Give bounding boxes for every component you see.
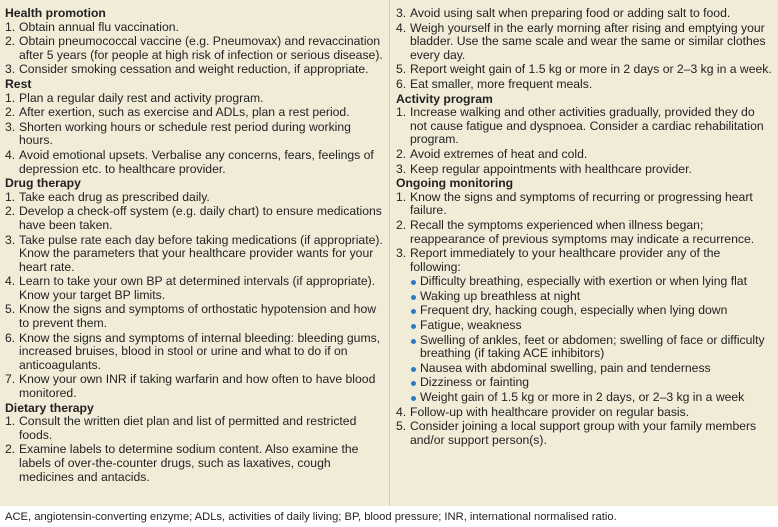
list-item: 2. Examine labels to determine sodium content. Also examine the labels of over-the-counter drugs, such as laxatives, cough medicines and antacids. (5, 442, 359, 484)
left-column (0, 0, 389, 506)
list-item: 7. Know your own INR if taking warfarin and how often to have blood monitored. (5, 372, 376, 401)
list-item: 5. Know the signs and symptoms of orthostatic hypotension and how to prevent them. (5, 302, 377, 331)
bullet-item: Frequent dry, hacking cough, especially when lying down (396, 304, 772, 318)
list-item: 1. Know the signs and symptoms of recurring or progressing heart failure. (396, 189, 753, 218)
table-footnote: ACE, angiotensin-converting enzyme; ADLs, activities of daily living; BP, blood pressure; INR, international normalised ratio. (5, 511, 617, 523)
section-title-rest: Rest (5, 76, 32, 91)
list-item: 4. Avoid emotional upsets. Verbalise any concerns, fears, feelings of depression etc. to healthcare provider. (5, 147, 374, 176)
list-item: 4. Follow-up with healthcare provider on regular basis. (396, 404, 690, 419)
section-title-ongoing-monitoring: Ongoing monitoring (396, 176, 514, 191)
bullet-item: Weight gain of 1.5 kg or more in 2 days, or 2–3 kg in a week (396, 391, 772, 405)
list-item: 3. Avoid using salt when preparing food or adding salt to food. (396, 6, 731, 20)
bullet-item: Dizziness or fainting (396, 376, 772, 390)
list-item: 1. Obtain annual flu vaccination. (5, 19, 179, 34)
list-item: 3. Consider smoking cessation and weight reduction, if appropriate. (5, 62, 369, 77)
bullet-dot-icon (411, 309, 416, 314)
bullet-item: Difficulty breathing, especially with exertion or when lying flat (396, 275, 772, 289)
list-item: 1. Take each drug as prescribed daily. (5, 189, 210, 204)
list-item: 1. Consult the written diet plan and list of permitted and restricted foods. (5, 414, 357, 442)
ongoing-monitoring-list (396, 191, 772, 275)
list-item: 5. Report weight gain of 1.5 kg or more in 2 days or 2–3 kg in a week. (396, 62, 772, 77)
list-item: 2. Avoid extremes of heat and cold. (396, 146, 588, 161)
bullet-item: Fatigue, weakness (396, 319, 772, 333)
list-item: 4. Learn to take your own BP at determined intervals (if appropriate). Know your target BP limits. (5, 274, 376, 302)
bullet-dot-icon (411, 396, 416, 401)
section-title-dietary-therapy: Dietary therapy (5, 400, 94, 415)
bullet-dot-icon (411, 280, 416, 285)
section-title-health-promotion: Health promotion (5, 6, 106, 20)
list-item: 6. Know the signs and symptoms of internal bleeding: bleeding gums, increased bruises, blood in stool or urine and what to do if on anticoagulants. (5, 330, 381, 372)
list-item: 3. Take pulse rate each day before taking medications (if appropriate). Know the parameters that your healthcare provider wants for your heart rate. (5, 232, 383, 274)
bullet-dot-icon (411, 295, 416, 300)
list-item: 2. Obtain pneumococcal vaccine (e.g. Pneumovax) and revaccination after 5 years (for people at high risk of infection or serious disease). (5, 34, 383, 62)
list-item: 2. After exertion, such as exercise and ADLs, plan a rest period. (5, 105, 350, 120)
bullet-item: Swelling of ankles, feet or abdomen; swelling of face or difficulty breathing (if taking ACE inhibitors) (396, 334, 772, 361)
bullet-dot-icon (411, 324, 416, 329)
bullet-dot-icon (411, 339, 416, 344)
rest-list (5, 92, 383, 177)
bullet-item: Waking up breathless at night (396, 290, 772, 304)
health-promotion-list (5, 21, 383, 77)
list-item: 3. Report immediately to your healthcare provider any of the following: (396, 246, 721, 274)
list-item: 1. Plan a regular daily rest and activity program. (5, 90, 264, 105)
list-item: 1. Increase walking and other activities gradually, provided they do not cause fatigue and dyspnoea. Consider a cardiac rehabilitation program. (396, 105, 764, 147)
activity-program-list (396, 106, 772, 176)
bullet-item: Nausea with abdominal swelling, pain and tenderness (396, 362, 772, 376)
list-item: 2. Develop a check-off system (e.g. daily chart) to ensure medications have been taken. (5, 204, 382, 232)
list-item: 5. Consider joining a local support group with your family members and/or support person(s). (396, 419, 757, 447)
drug-therapy-list (5, 191, 383, 401)
dietary-therapy-continued-list (396, 7, 772, 92)
bullet-dot-icon (411, 367, 416, 372)
right-column (389, 0, 778, 506)
list-item: 2. Recall the symptoms experienced when illness began; reappearance of previous symptoms may indicate a recurrence. (396, 217, 755, 246)
list-item: 6. Eat smaller, more frequent meals. (396, 76, 593, 91)
section-title-drug-therapy: Drug therapy (5, 176, 81, 191)
bullet-dot-icon (411, 381, 416, 386)
section-title-activity-program: Activity program (396, 91, 493, 106)
ongoing-monitoring-list-continued (396, 406, 772, 448)
list-item: 4. Weigh yourself in the early morning after rising and emptying your bladder. Use the same scale and wear the same or similar clothes every day. (396, 20, 766, 62)
dietary-therapy-list (5, 415, 383, 484)
list-item: 3. Shorten working hours or schedule rest period during working hours. (5, 119, 351, 148)
list-item: 3. Keep regular appointments with healthcare provider. (396, 161, 692, 176)
symptom-bullet-list (396, 275, 772, 404)
